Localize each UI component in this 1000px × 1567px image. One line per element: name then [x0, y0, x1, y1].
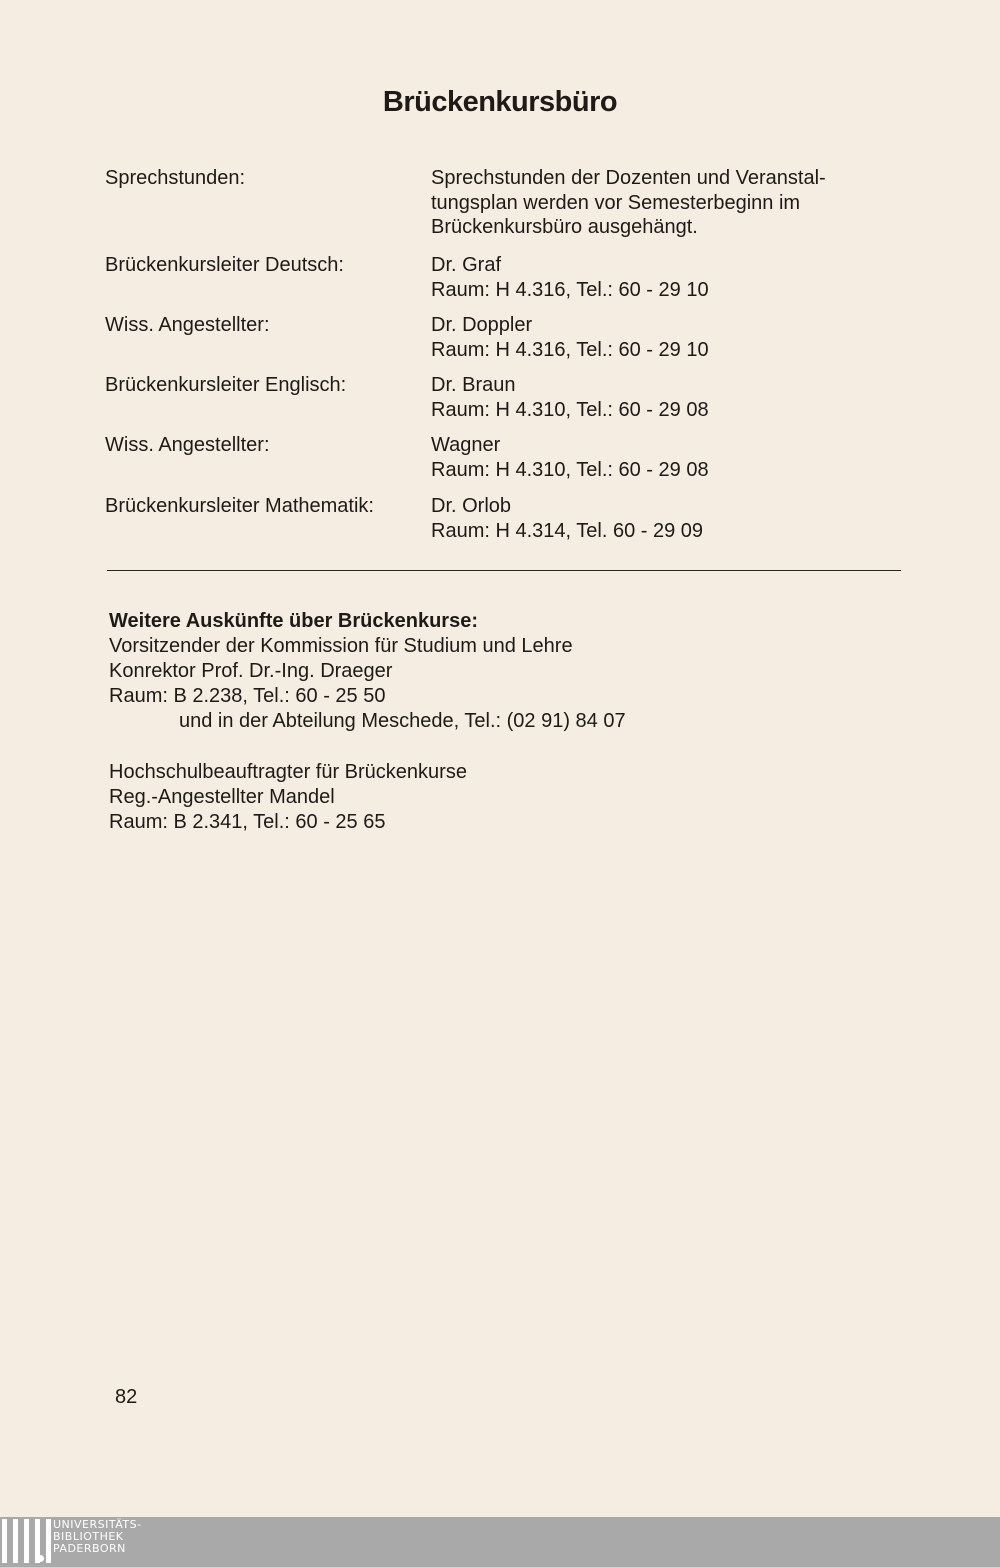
page-number: 82 [115, 1386, 138, 1408]
entry-value [431, 253, 881, 302]
further-info-line: Konrektor Prof. Dr.-Ing. Draeger [109, 660, 393, 682]
further-info-line: Vorsitzender der Kommission für Studium und Lehre [109, 635, 573, 657]
entry-line: Sprechstunden der Dozenten und Veranstal- [431, 167, 826, 189]
commissioner-line: Reg.-Angestellter Mandel [109, 786, 335, 808]
entry-label: Wiss. Angestellter: [105, 434, 270, 456]
entry-value [431, 313, 881, 362]
further-info-indented-line: und in der Abteilung Meschede, Tel.: (02 91) 84 07 [179, 710, 626, 732]
logo-line: BIBLIOTHEK [53, 1530, 124, 1543]
logo-line: PADERBORN [53, 1542, 126, 1555]
entry-line: Raum: H 4.310, Tel.: 60 - 29 08 [431, 398, 709, 421]
entry-line: Dr. Orlob [431, 495, 512, 517]
commissioner-block [109, 760, 467, 835]
entry-label: Brückenkursleiter Deutsch: [105, 254, 344, 276]
entry-line: Raum: H 4.310, Tel.: 60 - 29 08 [431, 458, 709, 481]
entry-value [431, 433, 881, 482]
section-divider [107, 570, 901, 571]
entry-value [431, 494, 881, 543]
entry-value [431, 373, 881, 422]
entry-line: Wagner [431, 434, 501, 456]
entry-label: Brückenkursleiter Englisch: [105, 374, 347, 396]
further-info-line: Raum: B 2.238, Tel.: 60 - 25 50 [109, 685, 386, 707]
entry-line: Dr. Doppler [431, 314, 533, 336]
entry-label: Sprechstunden: [105, 167, 246, 189]
entry-line: Brückenkursbüro ausgehängt. [431, 216, 698, 238]
entry-line: Dr. Graf [431, 254, 502, 276]
library-footer-bar [0, 1517, 1000, 1567]
entry-value [431, 166, 881, 240]
entry-label: Brückenkursleiter Mathematik: [105, 495, 374, 517]
page-title: Brückenkursbüro [382, 86, 618, 118]
further-info-heading: Weitere Auskünfte über Brückenkurse: [109, 610, 478, 632]
logo-line: UNIVERSITÄTS- [53, 1518, 142, 1531]
further-info-block [109, 609, 626, 734]
commissioner-line: Raum: B 2.341, Tel.: 60 - 25 65 [109, 811, 386, 833]
entry-line: Raum: H 4.316, Tel.: 60 - 29 10 [431, 338, 709, 361]
entry-label: Wiss. Angestellter: [105, 314, 270, 336]
entry-line: Dr. Braun [431, 374, 516, 396]
entry-line: Raum: H 4.314, Tel. 60 - 29 09 [431, 519, 704, 542]
entry-line: Raum: H 4.316, Tel.: 60 - 29 10 [431, 278, 709, 301]
library-logo-text [53, 1519, 142, 1555]
logo-dot-icon [37, 1555, 44, 1562]
entry-line: tungsplan werden vor Semesterbeginn im [431, 191, 801, 214]
commissioner-line: Hochschulbeauftragter für Brückenkurse [109, 761, 467, 783]
